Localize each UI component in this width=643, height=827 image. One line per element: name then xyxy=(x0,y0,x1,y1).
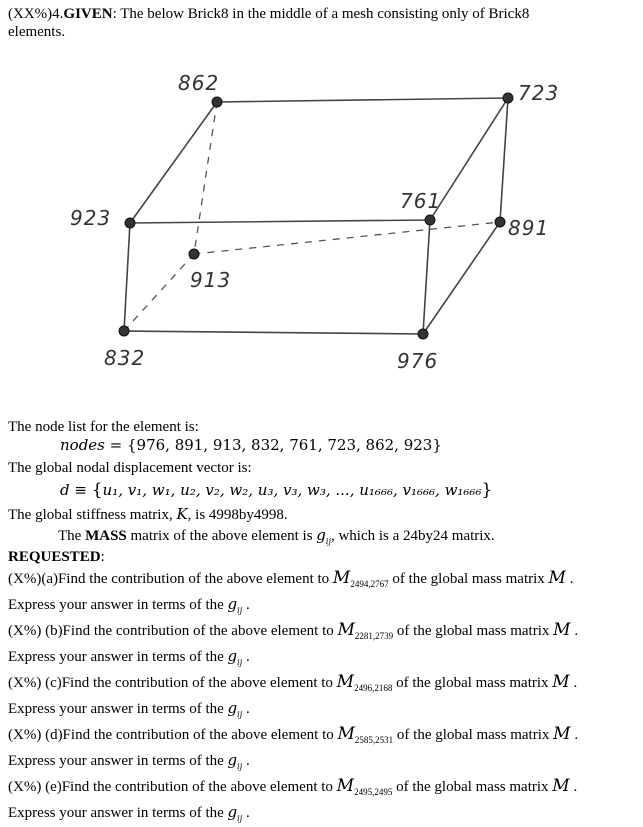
requested-item-4-question xyxy=(8,777,577,797)
m-global-symbol: M xyxy=(553,620,571,640)
edge-862-913-hidden xyxy=(194,102,217,254)
m-symbol: M xyxy=(337,620,355,640)
requested-item-3-express xyxy=(8,751,250,772)
item-prefix: (X%) (e)Find the contribution of the above element to xyxy=(8,779,337,795)
requested-item-2-express xyxy=(8,699,250,720)
item-suffix: of the global mass matrix xyxy=(392,779,553,795)
m-symbol: M xyxy=(336,776,355,796)
displacement-intro xyxy=(8,459,252,477)
node-label-891: 891 xyxy=(508,216,550,240)
requested-heading-text: REQUESTED xyxy=(8,549,101,565)
edge-723-891 xyxy=(500,98,508,222)
g-sub: ij xyxy=(325,537,331,546)
item-suffix: of the global mass matrix xyxy=(388,571,549,587)
edge-761-976 xyxy=(423,220,430,334)
d-open-brace: { xyxy=(91,480,103,500)
edge-976-891 xyxy=(423,222,500,334)
edge-913-891-hidden xyxy=(194,222,500,254)
edge-832-923 xyxy=(124,223,130,331)
edge-913-832-hidden xyxy=(124,254,194,331)
stiffness-pre: The global stiffness matrix, xyxy=(8,507,177,523)
item-suffix: of the global mass matrix xyxy=(393,727,554,743)
displacement-intro-text: The global nodal displacement vector is: xyxy=(8,460,252,476)
express-text: Express your answer in terms of the xyxy=(8,753,228,769)
express-end: . xyxy=(242,597,250,613)
express-end: . xyxy=(242,805,250,821)
node-761-dot xyxy=(425,215,435,225)
express-end: . xyxy=(242,649,250,665)
m-subscript: 2496,2168 xyxy=(354,683,393,693)
edge-862-723 xyxy=(217,98,508,102)
requested-colon: : xyxy=(100,549,105,565)
mass-pre: The xyxy=(58,528,86,544)
edge-923-761 xyxy=(130,220,430,223)
node-list-intro-text: The node list for the element is: xyxy=(8,419,199,435)
requested-item-0-express xyxy=(8,595,250,616)
node-label-923: 923 xyxy=(70,206,112,230)
m-symbol: M xyxy=(332,568,351,588)
express-end: . xyxy=(242,753,250,769)
node-label-832: 832 xyxy=(104,346,146,370)
m-symbol: M xyxy=(337,724,355,744)
node-label-862: 862 xyxy=(178,71,220,95)
node-list-intro xyxy=(8,418,199,436)
item-end: . xyxy=(570,727,579,743)
requested-item-3-question xyxy=(8,725,578,745)
node-label-976: 976 xyxy=(397,349,439,373)
m-global-symbol: M xyxy=(552,672,570,692)
mass-mid: matrix of the above element is xyxy=(126,528,317,544)
express-text: Express your answer in terms of the xyxy=(8,597,228,613)
given-keyword: GIVEN xyxy=(63,6,113,22)
node-923-dot xyxy=(125,218,135,228)
requested-item-1-express xyxy=(8,647,250,668)
k-symbol: K xyxy=(176,505,188,523)
m-global-symbol: M xyxy=(548,568,566,588)
edge-923-862 xyxy=(130,102,217,223)
d-close-brace: } xyxy=(481,480,493,500)
node-913-dot xyxy=(189,249,199,259)
m-subscript: 2281,2739 xyxy=(354,631,394,641)
mass-post: , which is a 24by24 matrix. xyxy=(330,528,495,544)
item-prefix: (X%) (b)Find the contribution of the above element to xyxy=(8,623,338,639)
d-terms: u₁, v₁, w₁, u₂, v₂, w₂, u₃, v₃, w₃, ..., u₁₆₆₆, v₁₆₆₆, w₁₆₆₆ xyxy=(102,481,482,499)
item-prefix: (X%) (d)Find the contribution of the above element to xyxy=(8,727,338,743)
requested-item-2-question xyxy=(8,673,577,693)
d-equiv: ≡ xyxy=(69,481,92,499)
node-862-dot xyxy=(212,97,222,107)
requested-item-1-question xyxy=(8,621,578,641)
nodes-symbol: nodes xyxy=(60,436,105,454)
item-prefix: (X%) (c)Find the contribution of the above element to xyxy=(8,675,337,691)
stiffness-line xyxy=(8,505,288,524)
item-suffix: of the global mass matrix xyxy=(393,623,554,639)
mass-line xyxy=(58,526,495,547)
requested-item-4-express xyxy=(8,803,250,824)
m-subscript: 2585,2531 xyxy=(354,735,394,745)
given-prefix: (XX%)4. xyxy=(8,6,64,22)
given-text-2: elements. xyxy=(8,24,66,40)
g-sub: ij xyxy=(237,606,243,615)
requested-heading xyxy=(8,548,105,566)
nodes-values: {976, 891, 913, 832, 761, 723, 862, 923} xyxy=(126,436,442,454)
g-symbol: g xyxy=(227,647,238,665)
node-label-761: 761 xyxy=(400,189,442,213)
d-symbol: d xyxy=(60,481,70,499)
m-global-symbol: M xyxy=(552,776,570,796)
item-suffix: of the global mass matrix xyxy=(392,675,553,691)
m-subscript: 2494,2767 xyxy=(350,579,389,589)
item-end: . xyxy=(565,571,574,587)
node-832-dot xyxy=(119,326,129,336)
given-line-1 xyxy=(8,5,529,23)
item-end: . xyxy=(569,675,578,691)
express-text: Express your answer in terms of the xyxy=(8,701,228,717)
node-list-equation xyxy=(60,436,442,455)
g-sub: ij xyxy=(237,762,243,771)
given-line-2 xyxy=(8,23,65,41)
express-end: . xyxy=(242,701,250,717)
express-text: Express your answer in terms of the xyxy=(8,805,228,821)
node-976-dot xyxy=(418,329,428,339)
nodes-eq: = xyxy=(104,436,127,454)
g-sub: ij xyxy=(237,814,243,823)
item-prefix: (X%)(a)Find the contribution of the above element to xyxy=(8,571,333,587)
stiffness-post: , is 4998by4998. xyxy=(187,507,288,523)
edge-761-723 xyxy=(430,98,508,220)
edge-976-832 xyxy=(124,331,423,334)
given-text-1: : The below Brick8 in the middle of a mesh consisting only of Brick8 xyxy=(112,6,530,22)
g-symbol: g xyxy=(227,699,238,717)
displacement-equation xyxy=(60,481,492,500)
node-723-dot xyxy=(503,93,513,103)
g-symbol: g xyxy=(316,526,326,544)
g-symbol: g xyxy=(227,595,238,613)
node-label-723: 723 xyxy=(518,81,560,105)
express-text: Express your answer in terms of the xyxy=(8,649,228,665)
brick8-figure xyxy=(60,70,580,390)
g-symbol: g xyxy=(227,751,238,769)
m-global-symbol: M xyxy=(553,724,571,744)
mass-bold: MASS xyxy=(85,528,127,544)
item-end: . xyxy=(570,623,579,639)
item-end: . xyxy=(569,779,578,795)
m-subscript: 2495,2495 xyxy=(354,787,393,797)
g-sub: ij xyxy=(237,658,243,667)
requested-item-0-question xyxy=(8,569,573,589)
node-label-913: 913 xyxy=(190,268,232,292)
g-sub: ij xyxy=(237,710,243,719)
g-symbol: g xyxy=(227,803,238,821)
m-symbol: M xyxy=(336,672,355,692)
node-891-dot xyxy=(495,217,505,227)
